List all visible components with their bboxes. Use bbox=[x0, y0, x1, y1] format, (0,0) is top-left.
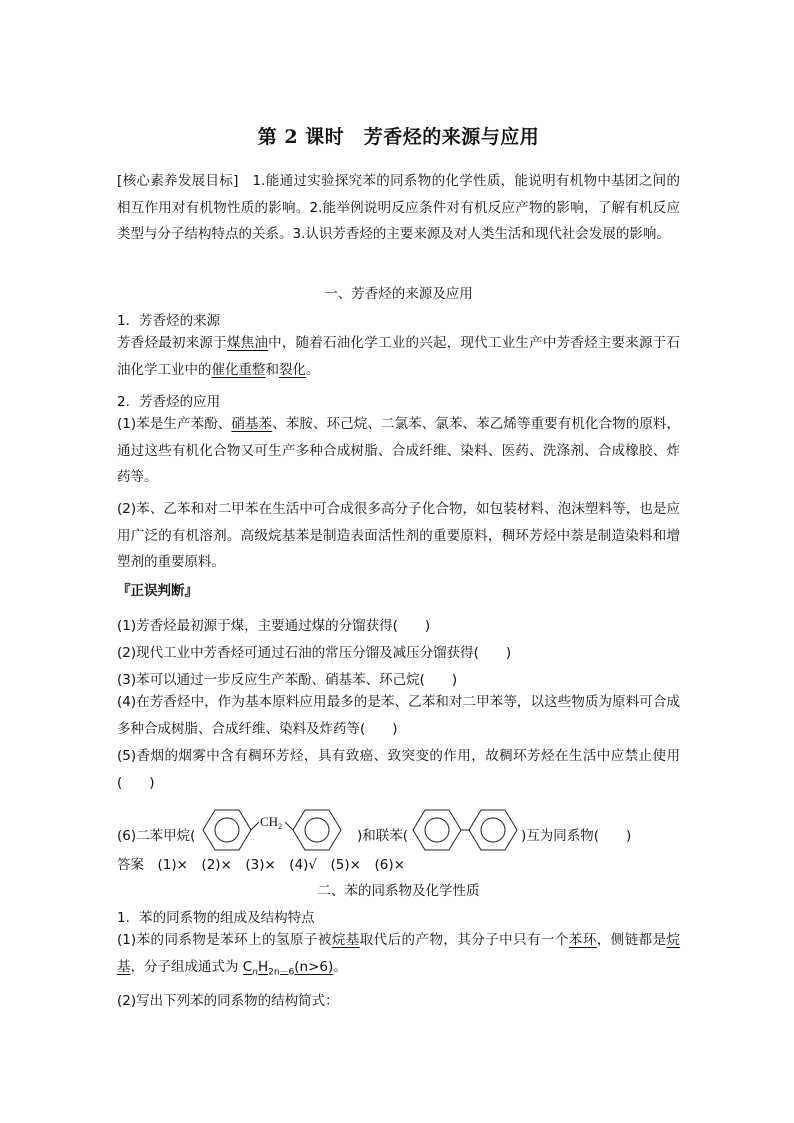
application-1: (1)苯是生产苯酚、硝基苯、苯胺、环己烷、二氯苯、氯苯、苯乙烯等重要有机化合物的原料，通过这些有机化合物又可生产多种合成树脂、合成纤维、染料、医药、洗涤剂、合成橡胶、炸药等。 bbox=[117, 416, 681, 486]
answer-blank: 硝基苯 bbox=[231, 416, 273, 432]
section1-heading: 一、芳香烃的来源及应用 bbox=[324, 286, 473, 302]
application-2: (2)苯、乙苯和对二甲苯在生活中可合成很多高分子化合物，如包装材料、泡沫塑料等，也是应用广泛的有机溶剂。高级烷基苯是制造表面活性剂的重要原料，稠环芳烃中萘是制造染料和增塑剂的重要原料。 bbox=[117, 501, 680, 571]
judge-q1: (1)芳香烃最初源于煤，主要通过煤的分馏获得( ) bbox=[117, 618, 431, 634]
judge-answer: 答案 (1)× (2)× (3)× (4)√ (5)× (6)× bbox=[117, 857, 405, 873]
section2-heading: 二、苯的同系物及化学性质 bbox=[317, 883, 480, 899]
section1-sub2: 2．芳香烃的应用 bbox=[117, 394, 221, 410]
source-paragraph: 芳香烃最初来源于煤焦油中，随着石油化学工业的兴起，现代工业生产中芳香烃主要来源于石油化学工业中的催化重整和裂化。 bbox=[117, 335, 681, 378]
general-formula: $C_nH_{2n-6}(n>6)$ bbox=[242, 958, 334, 978]
objectives-label: [核心素养发展目标] bbox=[117, 173, 239, 189]
judge-q4: (4)在芳香烃中，作为基本原料应用最多的是苯、乙苯和对二甲苯等，以这些物质为原料可合成多种合成树脂、合成纤维、染料及炸药等( ) bbox=[117, 694, 680, 737]
homolog-definition: (1)苯的同系物是苯环上的氢原子被烷基取代后的产物，其分子中只有一个苯环，侧链都是烷基，分子组成通式为 $C_nH_{2n-6}(n>6)$。 bbox=[117, 932, 681, 978]
diphenylmethane-structure bbox=[197, 800, 357, 860]
judge-q3: (3)苯可以通过一步反应生产苯酚、硝基苯、环己烷( ) bbox=[117, 672, 458, 688]
judge-q5: (5)香烟的烟雾中含有稠环芳烃，具有致癌、致突变的作用，故稠环芳烃在生活中应禁止使用( ) bbox=[117, 748, 680, 791]
biphenyl-structure bbox=[409, 800, 521, 860]
answer-blank: 煤焦油 bbox=[226, 335, 269, 351]
objectives-text: 1.能通过实验探究苯的同系物的化学性质，能说明有机物中基团之间的相互作用对有机物性质的影响。2.能举例说明反应条件对有机反应产物的影响，了解有机反应类型与分子结构特点的关系。3.认识芳香烃的主要来源及对人类生活和现代社会发展的影响。 bbox=[117, 173, 680, 243]
page-title: 第 2 课时 芳香烃的来源与应用 bbox=[257, 126, 540, 148]
core-objectives bbox=[117, 168, 680, 248]
answer-blank: 烷基 bbox=[117, 932, 681, 975]
answer-blank: 烷基 bbox=[331, 932, 360, 948]
section1-sub1: 1．芳香烃的来源 bbox=[117, 313, 221, 329]
judge-q2: (2)现代工业中芳香烃可通过石油的常压分馏及减压分馏获得( ) bbox=[117, 645, 512, 661]
answer-blank: 苯环 bbox=[568, 932, 597, 948]
homolog-structure-prompt: (2)写出下列苯的同系物的结构简式： bbox=[117, 993, 339, 1009]
judge-heading: 『正误判断』 bbox=[117, 583, 198, 599]
section2-sub1: 1．苯的同系物的组成及结构特点 bbox=[117, 910, 315, 926]
ch2-label: $CH_2$ bbox=[260, 814, 283, 831]
answer-blank: 催化重整 bbox=[211, 361, 266, 378]
answer-blank: 裂化 bbox=[279, 361, 306, 378]
